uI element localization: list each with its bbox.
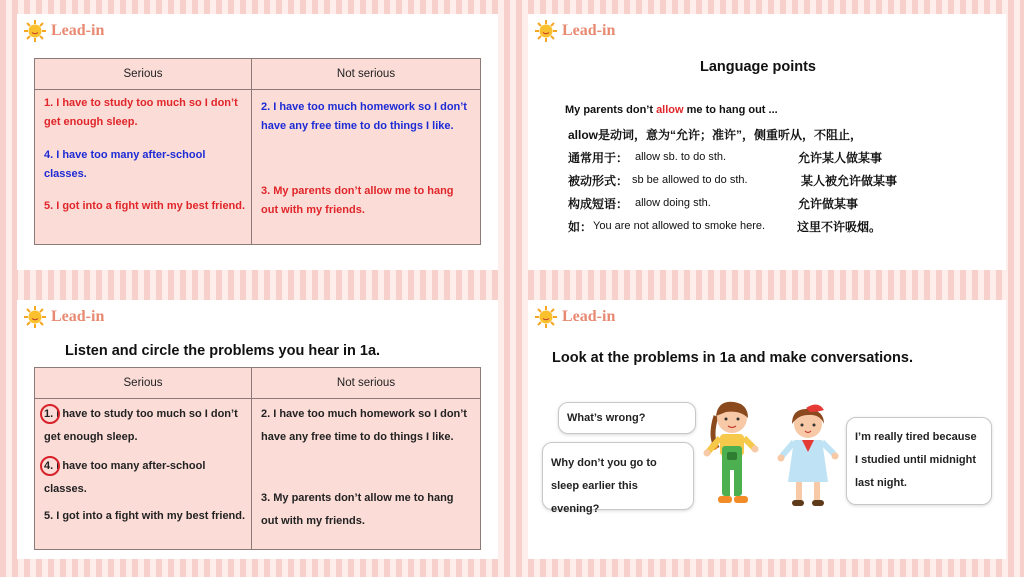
lead-in-label: Lead-in: [51, 22, 105, 39]
serious-cell: [35, 399, 252, 550]
list-item: 4. I have too many after-school classes.: [44, 149, 206, 180]
speech-bubble: I’m really tired because I studied until midnight last night.: [846, 417, 992, 505]
problems-table: [34, 58, 481, 245]
sun-icon: [534, 19, 558, 43]
list-item: 2. I have too much homework so I don’t have any free time to do things I like.: [261, 408, 467, 443]
lead-in-label: Lead-in: [562, 308, 616, 325]
row-phrase: allow doing sth.: [635, 197, 711, 209]
slide-header: [534, 304, 615, 330]
sun-icon: [534, 305, 558, 329]
row-phrase: allow sb. to do sth.: [635, 151, 727, 163]
slide-header: [23, 304, 104, 330]
problems-table: [34, 367, 481, 550]
list-item: 1. I have to study too much so I don’t get enough sleep.: [44, 97, 238, 128]
page-title: Language points: [700, 59, 816, 75]
list-item: 1. I have to study too much so I don’t get enough sleep.: [44, 408, 238, 443]
row-label: 被动形式：: [568, 174, 629, 188]
instruction: Look at the problems in 1a and make conversations.: [552, 350, 913, 366]
speech-bubble: Why don’t you go to sleep earlier this evening?: [542, 442, 694, 510]
answer-circle-mark: [40, 456, 60, 476]
serious-cell: [35, 90, 252, 245]
highlight-word: allow: [656, 104, 684, 116]
col-not-serious-header: Not serious: [252, 59, 481, 90]
col-serious-header: Serious: [35, 59, 252, 90]
slide-header: [23, 18, 104, 44]
definition-line: allow是动词，意为“允许；准许”，侧重听从，不阻止，: [568, 128, 863, 142]
not-serious-cell: [252, 90, 481, 245]
slide-header: [534, 18, 615, 44]
slide-make-conversations: [528, 300, 1006, 559]
instruction: Listen and circle the problems you hear in 1a.: [65, 343, 381, 359]
lead-in-label: Lead-in: [51, 308, 105, 325]
row-phrase: You are not allowed to smoke here.: [593, 220, 766, 232]
not-serious-cell: [252, 399, 481, 550]
list-item: 5. I got into a fight with my best friend.: [44, 510, 246, 522]
girl-character-illustration: [774, 402, 842, 510]
answer-circle-mark: [40, 404, 60, 424]
sun-icon: [23, 19, 47, 43]
row-meaning: 这里不许吸烟。: [797, 220, 882, 234]
list-item: 5. I got into a fight with my best friend.: [44, 200, 246, 212]
row-phrase: sb be allowed to do sth.: [632, 174, 748, 186]
row-label: 通常用于：: [568, 151, 629, 165]
row-meaning: 某人被允许做某事: [801, 174, 898, 188]
example-sentence: My parents don’t allow me to hang out ...: [565, 104, 778, 116]
list-item: 2. I have too much homework so I don’t have any free time to do things I like.: [261, 101, 467, 132]
lead-in-label: Lead-in: [562, 22, 616, 39]
girl-character-illustration: [696, 396, 768, 512]
sun-icon: [23, 305, 47, 329]
col-serious-header: Serious: [35, 368, 252, 399]
slide-language-points: [528, 14, 1006, 270]
slide-lead-in-table: [17, 14, 498, 270]
row-label: 如：: [568, 220, 593, 234]
list-item: 3. My parents don’t allow me to hang out with my friends.: [261, 185, 454, 216]
row-label: 构成短语：: [568, 197, 629, 211]
list-item: 3. My parents don’t allow me to hang out with my friends.: [261, 492, 454, 527]
col-not-serious-header: Not serious: [252, 368, 481, 399]
row-meaning: 允许做某事: [798, 197, 859, 211]
row-meaning: 允许某人做某事: [798, 151, 883, 165]
speech-bubble: What’s wrong?: [558, 402, 696, 434]
slide-listen-and-circle: [17, 300, 498, 559]
list-item: 4. I have too many after-school classes.: [44, 460, 206, 495]
